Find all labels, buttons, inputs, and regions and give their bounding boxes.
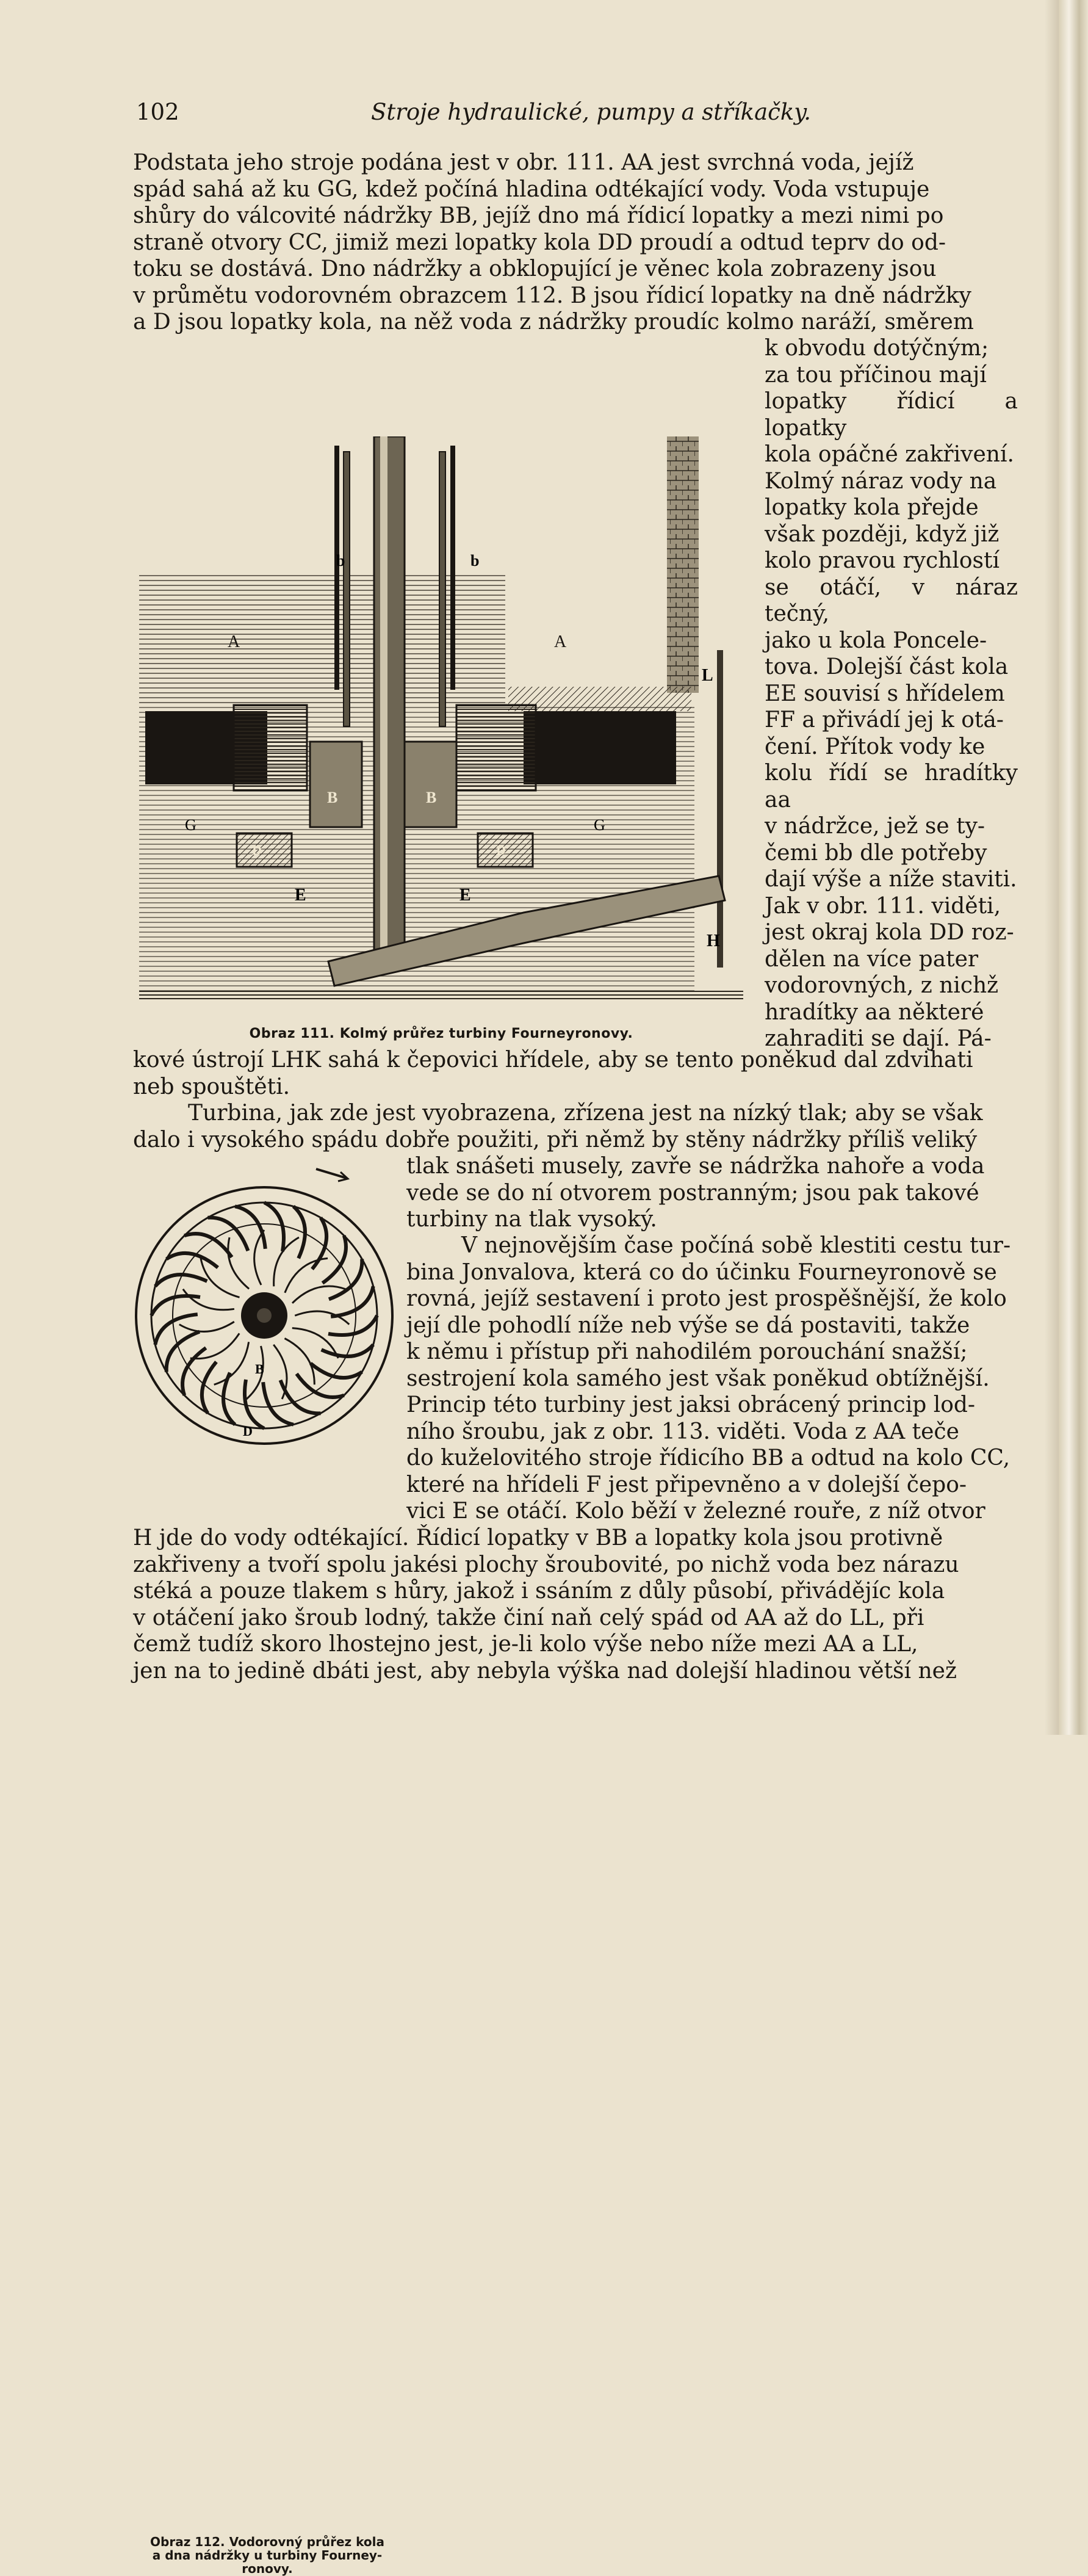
text-line: kové ústrojí LHK sahá k čepovici hřídele, aby se tento poněkud dal zdvihati: [133, 1047, 973, 1073]
label-b-right: b: [470, 552, 480, 570]
caption-line: ronovy.: [242, 2561, 293, 2576]
label-A-left: A: [228, 632, 240, 651]
text-line: Turbina, jak zde jest vyobrazena, zřízena jest na nízký tlak; aby se však: [188, 1101, 983, 1126]
label-G-right: G: [594, 816, 605, 834]
text-line: v průmětu vodorovném obrazcem 112. B jsou řídicí lopatky na dně nádržky: [133, 283, 971, 308]
text-line: shůry do válcovité nádržky BB, jejíž dno má řídicí lopatky a mezi nimi po: [133, 203, 944, 228]
text-line: k obvodu dotýčným;: [765, 336, 989, 361]
figure-112-horizontal-section: [133, 1163, 395, 2576]
text-line: v otáčení jako šroub lodný, takže činí naň celý spád od AA až do LL, při: [133, 1605, 924, 1630]
text-line: Kolmý náraz vody na: [765, 468, 997, 494]
text-line: ního šroubu, jak z obr. 113. viděti. Voda z AA teče: [406, 1419, 959, 1444]
text-line: kolo pravou rychlostí: [765, 548, 1000, 573]
text-line: k němu i přístup při nahodilém porouchání snažší;: [406, 1339, 968, 1364]
figure-112-drawing: [133, 1163, 395, 1456]
text-line: kola opáčné zakřivení.: [765, 442, 1014, 467]
text-line: Jak v obr. 111. viděti,: [765, 893, 1001, 919]
paragraph-1-end: [133, 1047, 1018, 1100]
book-page: [133, 92, 1018, 2576]
text-line: čemž tudíž skoro lhostejno jest, je-li kolo výše nebo níže mezi AA a LL,: [133, 1632, 918, 1657]
text-line: rovná, jejíž sestavení i proto jest prospěšnější, že kolo: [406, 1286, 1007, 1311]
text-line: dají výše a níže staviti.: [765, 867, 1017, 892]
text-line: a D jsou lopatky kola, na něž voda z nádržky proudíc kolmo naráží, směrem: [133, 309, 974, 335]
text-line: spád sahá až ku GG, kdež počíná hladina odtékající vody. Voda vstupuje: [133, 176, 930, 202]
label-D-left: D: [252, 842, 262, 858]
text-line: vici E se otáčí. Kolo běží v železné rouře, z níž otvor: [406, 1499, 985, 1524]
text-line: tlak snášeti musely, zavře se nádržka nahoře a voda: [406, 1154, 985, 1179]
figure-111-turbine-section: [133, 436, 752, 1047]
text-line: straně otvory CC, jimiž mezi lopatky kola DD proudí a odtud teprv do od-: [133, 230, 946, 255]
text-line: turbiny na tlak vysoký.: [406, 1207, 657, 1232]
label-E-right: E: [459, 886, 471, 905]
text-line: vede se do ní otvorem postranným; jsou pak takové: [406, 1180, 979, 1206]
text-line: bina Jonvalova, která co do účinku Fourneyronově se: [406, 1259, 997, 1285]
text-line: V nejnovějším čase počíná sobě klestiti cestu tur-: [461, 1233, 1011, 1258]
page-header: [133, 92, 1018, 134]
running-title: Stroje hydraulické, pumpy a stříkačky.: [371, 99, 812, 125]
text-line: jest okraj kola DD roz-: [765, 920, 1014, 945]
caption-line: Obraz 112. Vodorovný průřez kola: [150, 2534, 384, 2549]
text-line: tova. Dolejší část kola: [765, 654, 1009, 679]
paragraph-3-bottom: [133, 1525, 1018, 1684]
text-line: FF a přivádí jej k otá-: [765, 707, 1004, 733]
text-line: čení. Přítok vody ke: [765, 734, 985, 759]
paragraph-3-side-column: [406, 1232, 1018, 1525]
label-H: H: [707, 932, 720, 950]
label-B-right: B: [426, 789, 437, 806]
text-line: za tou příčinou mají: [765, 362, 987, 388]
text-line: které na hřídeli F jest připevněno a v dolejší čepo-: [406, 1472, 967, 1497]
text-line: stéká a pouze tlakem s hůry, jakož i ssáním z důly působí, přivádějíc kola: [133, 1579, 945, 1604]
label-b-left: b: [336, 552, 345, 570]
paragraph-2-top: [133, 1100, 1018, 1153]
paragraph-1-side-column: [765, 335, 1018, 1052]
label-E-left: E: [295, 886, 306, 905]
text-line: dělen na více pater: [765, 946, 979, 972]
text-line: lopatky kola přejde: [765, 495, 979, 520]
page-edge: [1059, 0, 1088, 1735]
paragraph-1-top: [133, 150, 1018, 336]
text-line: sestrojení kola samého jest však poněkud obtížnější.: [406, 1366, 990, 1391]
page-spine-shadow: [1045, 0, 1059, 1735]
text-line: neb spouštěti.: [133, 1074, 290, 1099]
label-A-right: A: [554, 632, 567, 651]
text-line: se otáčí, v náraz tečný,: [765, 574, 1018, 626]
text-line: vodorovných, z nichž: [765, 973, 999, 998]
label-D-right: D: [496, 842, 506, 858]
text-line: H jde do vody odtékající. Řídicí lopatky v BB a lopatky kola jsou protivně: [133, 1525, 943, 1550]
text-line: její dle pohodlí níže neb výše se dá postaviti, takže: [406, 1312, 970, 1338]
text-line: Podstata jeho stroje podána jest v obr. 111. AA jest svrchná voda, jejíž: [133, 150, 914, 175]
label-B: B: [255, 1361, 264, 1377]
text-line: toku se dostává. Dno nádržky a obklopující je věnec kola zobrazeny jsou: [133, 256, 937, 281]
text-line: však později, když již: [765, 521, 1000, 547]
figure-111-drawing: [133, 436, 752, 1022]
caption-line: a dna nádržky u turbiny Fourney-: [152, 2548, 383, 2563]
text-line: dalo i vysokého spádu dobře použiti, při němž by stěny nádržky příliš veliký: [133, 1127, 978, 1152]
text-line: v nádržce, jež se ty-: [765, 814, 985, 839]
text-line: zahraditi se dají. Pá-: [765, 1026, 992, 1051]
text-line: jako u kola Poncele-: [765, 628, 987, 653]
text-line: kolu řídí se hradítky aa: [765, 761, 1018, 812]
text-line: lopatky řídicí a lopatky: [765, 389, 1018, 441]
label-L: L: [702, 666, 713, 685]
text-line: čemi bb dle potřeby: [765, 840, 987, 866]
label-G-left: G: [185, 816, 196, 834]
text-line: hradítky aa některé: [765, 999, 984, 1025]
label-B-left: B: [327, 789, 338, 806]
text-line: do kuželovitého stroje řídicího BB a odtud na kolo CC,: [406, 1445, 1011, 1471]
text-line: Princip této turbiny jest jaksi obrácený princip lod-: [406, 1392, 976, 1417]
text-line: EE souvisí s hřídelem: [765, 681, 1005, 706]
label-D: D: [243, 1424, 253, 1439]
figure-111-caption: Obraz 111. Kolmý průřez turbiny Fourneyronovy.: [249, 1026, 633, 1041]
text-line: jen na to jedině dbáti jest, aby nebyla výška nad dolejší hladinou větší než: [133, 1658, 957, 1684]
text-line: zakřiveny a tvoří spolu jakési plochy šroubovité, po nichž voda bez nárazu: [133, 1552, 959, 1577]
figure-112-caption: [133, 2535, 402, 2575]
paragraph-2-side-column: [406, 1153, 1018, 1233]
page-number: 102: [136, 99, 179, 125]
